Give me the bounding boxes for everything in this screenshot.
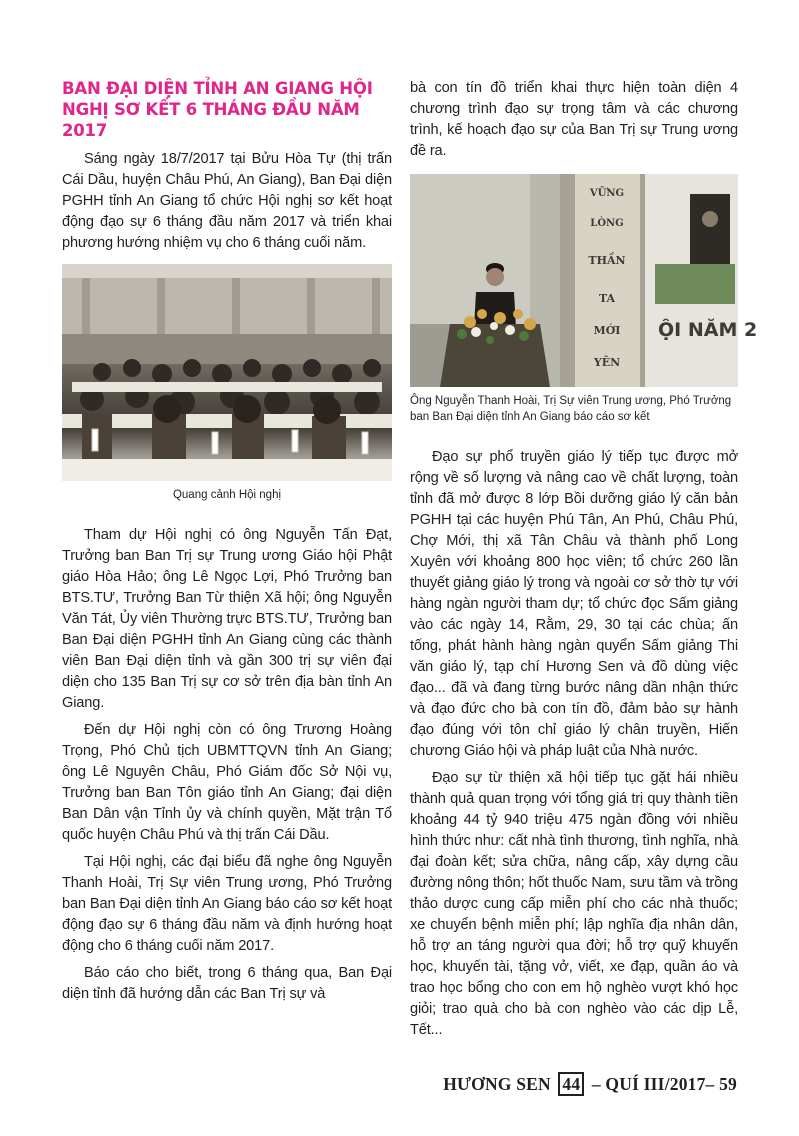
page-footer xyxy=(443,1074,737,1095)
banner-line-1: VỮNG xyxy=(589,188,625,199)
backdrop-text: ỘI NĂM 2 xyxy=(658,319,758,341)
attendees-paragraph: Tham dự Hội nghị có ông Nguyễn Tấn Đạt, Trưởng ban Ban Trị sự Trung ương Giáo hội Phật giáo Hòa Hảo; ông Lê Ngọc Lợi, Phó Trưởng ban BTS.TƯ, Trưởng Ban Từ thiện Xã hội; ông Nguyễn Văn Tát, Ủy viên Thường trực BTS.TƯ, Trưởng ban Ban Đại diện PGHH tỉnh An Giang cùng các thành viên Ban Đại diện tỉnh và gần 300 trị sự viên đại diện cho 135 Ban Trị sự cơ sở trên địa bàn tỉnh An Giang. xyxy=(62,527,392,711)
meeting-photo-caption: Quang cảnh Hội nghị xyxy=(172,489,282,501)
banner-line-3: THẦN xyxy=(588,254,626,267)
page-number: 59 xyxy=(719,1074,737,1094)
speaker-photo-illustration xyxy=(410,174,758,387)
intro-paragraph: Sáng ngày 18/7/2017 tại Bửu Hòa Tự (thị trấn Cái Dầu, huyện Châu Phú, An Giang), Ban Đại diện PGHH tỉnh An Giang tổ chức Hội nghị sơ kết hoạt động đạo sự 6 tháng đầu năm 2017 và triển khai phương hướng nhiệm vụ cho 6 tháng cuối năm. xyxy=(62,151,392,251)
article-headline: BAN ĐẠI DIỆN TỈNH AN GIANG HỘI NGHỊ SƠ KẾT 6 THÁNG ĐẦU NĂM 2017 xyxy=(62,79,373,140)
guests-paragraph: Đến dự Hội nghị còn có ông Trương Hoàng Trọng, Phó Chủ tịch UBMTTQVN tỉnh An Giang; ông Lê Nguyên Châu, Phó Giám đốc Sở Nội vụ, Trưởng ban Ban Tôn giáo tỉnh An Giang; đại diện Ban Dân vận Tỉnh ủy và chính quyền, Mặt trận Tổ quốc huyện Châu Phú và thị trấn Cái Dầu. xyxy=(62,722,392,843)
continued-paragraph: bà con tín đồ triển khai thực hiện toàn diện 4 chương trình đạo sự trọng tâm và các chương trình, kế hoạch đạo sự của Ban Trị sự Trung ương đề ra. xyxy=(410,80,738,159)
charity-paragraph: Đạo sự từ thiện xã hội tiếp tục gặt hái nhiều thành quả quan trọng với tổng giá trị quy thành tiền khoảng 44 tỷ 940 triệu 475 ngàn đồng với nhiều hình thức như: cất nhà tình thương, tình nghĩa, nhà đại đoàn kết; sửa chữa, nâng cấp, xây dựng cầu đường nông thôn; hốt thuốc Nam, sưu tầm và trồng thảo dược cung cấp miễn phí cho các nhà thuốc; xe chuyển bệnh miễn phí; lập nghĩa địa nhân dân, hỗ trợ an táng người qua đời; hỗ trợ quỹ khuyến học, khuyến tài, tặng vở, viết, xe đạp, quần áo và trao học bổng cho con em hộ nghèo vượt khó học giỏi; trao quà cho bà con nghèo vào các dịp Lễ, Tết... xyxy=(410,770,738,1038)
issue-quarter: – QUÍ III/2017– xyxy=(591,1074,715,1094)
report-paragraph: Tại Hội nghị, các đại biểu đã nghe ông Nguyễn Thanh Hoài, Trị Sự viên Trung ương, Phó Trưởng ban Ban Đại diện tỉnh An Giang báo cáo sơ kết hoạt động đạo sự 6 tháng đầu năm và định hướng hoạt động cho 6 tháng cuối năm 2017. xyxy=(62,854,392,954)
magazine-name: HƯƠNG SEN xyxy=(443,1074,551,1094)
right-column xyxy=(410,78,758,1047)
banner-line-2: LÒNG xyxy=(590,218,624,229)
issue-number: 44 xyxy=(558,1072,584,1096)
speaker-photo-caption: Ông Nguyễn Thanh Hoài, Trị Sự viên Trung ương, Phó Trưởng ban Ban Đại diện tỉnh An Giang báo cáo sơ kết xyxy=(410,395,732,423)
left-column xyxy=(62,78,392,1011)
meeting-photo-illustration xyxy=(62,264,392,481)
banner-line-6: YÊN xyxy=(593,356,621,369)
meeting-photo xyxy=(62,264,392,481)
report-summary-paragraph: Báo cáo cho biết, trong 6 tháng qua, Ban Đại diện tỉnh đã hướng dẫn các Ban Trị sự và xyxy=(62,965,392,1002)
banner-line-4: TA xyxy=(598,292,616,305)
teaching-paragraph: Đạo sự phổ truyền giáo lý tiếp tục được mở rộng về số lượng và nâng cao về chất lượng, toàn tỉnh đã mở được 8 lớp Bồi dưỡng giáo lý căn bản PGHH tại các huyện Phú Tân, An Phú, Châu Phú, Chợ Mới, thị xã Tân Châu và thành phố Long Xuyên với khoảng 800 học viên; tổ chức 260 lần thuyết giảng giáo lý trong và ngoài cơ sở thờ tự với hàng ngàn người tham dự; tổ chức đọc Sấm giảng vào các ngày 14, Rằm, 29, 30 tại các chùa; ấn tống, phát hành hàng ngàn quyển Sấm giảng Thi văn giáo lý, tạp chí Hương Sen và đồ dùng việc đạo... đã và đang từng bước nâng dần nhận thức và đạo đức cho bà con tín đồ, đảm bảo sự hành đạo đúng với tôn chỉ giáo lý chân truyền, Hiến chương Giáo hội và pháp luật của Nhà nước. xyxy=(410,449,738,759)
speaker-photo xyxy=(410,174,758,387)
banner-line-5: MỚI xyxy=(593,324,621,337)
